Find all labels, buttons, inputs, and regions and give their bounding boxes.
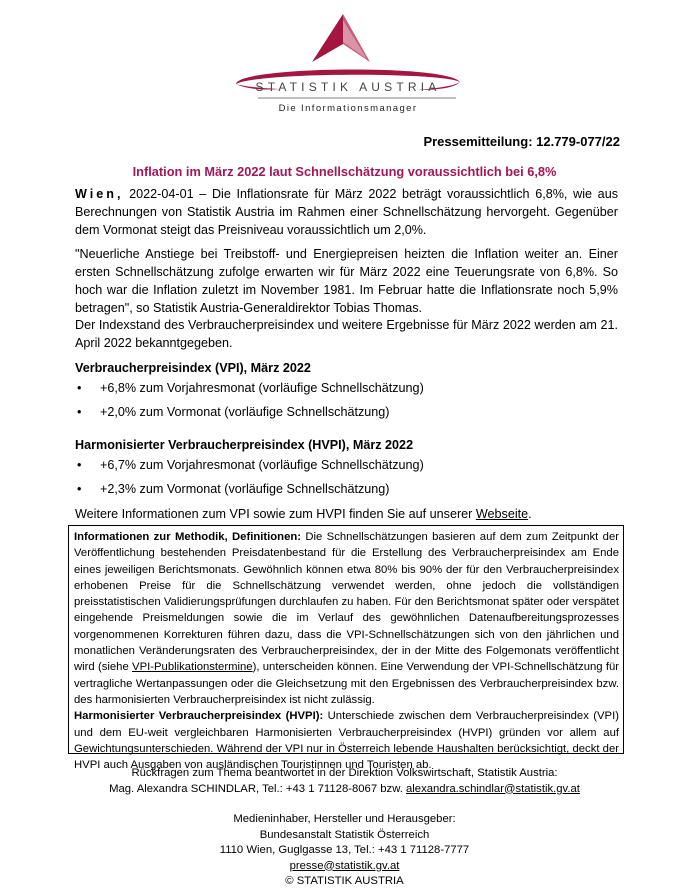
press-release-number: Pressemitteilung: 12.779-077/22 (423, 134, 620, 149)
hvpi-list (75, 456, 618, 504)
more-info-paragraph: Weitere Informationen zum VPI sowie zum HVPI finden Sie auf unserer Webseite. (75, 507, 532, 521)
methodology-title: Informationen zur Methodik, Definitionen: (74, 531, 302, 543)
logo-triangle-left (312, 14, 343, 62)
statistik-austria-logo (228, 6, 468, 116)
contact-block (0, 766, 689, 797)
imprint-line-3: 1110 Wien, Guglgasse 13, Tel.: +43 1 71128-7777 (219, 844, 470, 856)
press-email-link[interactable]: presse@statistik.gv.at (289, 859, 400, 872)
contact-email-link[interactable]: alexandra.schindlar@statistik.gv.at (406, 782, 580, 795)
dateline-place: Wien, (75, 187, 124, 201)
contact-line-1: Rückfragen zum Thema beantwortet in der Direktion Volkswirtschaft, Statistik Austria: (131, 767, 558, 779)
intro-paragraph (75, 185, 618, 239)
vpi-title: Verbraucherpreisindex (VPI), März 2022 (75, 361, 311, 375)
vpi-publikationstermine-link[interactable]: VPI-Publikationstermine (132, 661, 253, 674)
methodology-box (68, 525, 624, 772)
headline: Inflation im März 2022 laut Schnellschätzung voraussichtlich bei 6,8% (132, 164, 557, 179)
hvpi-section (75, 436, 618, 504)
quote-text: "Neuerliche Anstiege bei Treibstoff- und Energiepreisen heizten die Inflation weiter an. Einer ersten Schnellschätzung zufolge erwarten wir für März 2022 eine Teuerungsrate von 6,8%. So hoch war die Inflation zuletzt im November 1981. Im Februar hatte die Inflationsrate noch 5,9% betragen", so Statistik Austria-Generaldirektor Tobias Thomas. (75, 247, 618, 315)
hvpi-definition-title: Harmonisierter Verbraucherpreisindex (HVPI): (74, 710, 324, 723)
vpi-section (75, 359, 618, 427)
list-item: • +6,8% zum Vorjahresmonat (vorläufige Schnellschätzung) (77, 381, 424, 395)
imprint-block (0, 812, 689, 890)
methodology-paragraph: Informationen zur Methodik, Definitionen: Die Schnellschätzungen basieren auf dem zum Zeitpunkt der Veröffentlichung bestehenden Preisdatenbestand für die Erstellung des Verbraucherpreisindex am Ende eines jeweiligen Berichtsmonats. Gewöhnlich können etwa 80% bis 90% der für den Verbraucherpreisindex erhobenen Preise für die Schnellschätzung verwendet werden, ohne jedoch die vollständigen preisstatistischen Validierungsprüfungen durchlaufen zu haben. Für den Berichtsmonat später oder verspätet eingehende Preismeldungen sowie die im Verlauf des gewöhnlichen Datenaufbereitungsprozesses vorgenommenen Korrekturen führen dazu, dass die VPI-Schnellschätzungen sich von den jährlichen und monatlichen Veränderungsraten des Verbraucherpreisindex, der in der Mitte des Folgemonats veröffentlicht wird (siehe VPI-Publikationstermine), unterscheiden können. Eine Verwendung der VPI-Schnellschätzung für vertragliche Wertanpassungen oder die Gleichsetzung mit den Ergebnissen des Verbraucherpreisindex bzw. des harmonisierten Verbraucherpreisindex ist nicht zulässig. (74, 531, 619, 706)
quote-paragraph (75, 245, 618, 317)
logo-brand-text: STATISTIK AUSTRIA (255, 80, 441, 94)
imprint-line-2: Bundesanstalt Statistik Österreich (259, 828, 430, 841)
hvpi-title: Harmonisierter Verbraucherpreisindex (HVPI), März 2022 (75, 438, 414, 452)
imprint-line-1: Medieninhaber, Hersteller und Herausgeber: (233, 813, 456, 825)
index-note-paragraph (75, 316, 618, 352)
bullet-icon: • (77, 381, 82, 395)
bullet-icon: • (77, 405, 82, 419)
bullet-icon: • (77, 482, 82, 496)
vpi-list (75, 379, 618, 427)
bullet-icon: • (77, 458, 82, 472)
intro-text: 2022-04-01 – Die Inflationsrate für März 2022 beträgt voraussichtlich 6,8%, wie aus Berechnungen von Statistik Austria im Rahmen einer Schnellschätzung hervorgeht. Gegenüber dem Vormonat steigt das Preisniveau voraussichtlich um 2,0%. (75, 187, 618, 237)
index-note-text: Der Indexstand des Verbraucherpreisindex und weitere Ergebnisse für März 2022 werden am 21. April 2022 bekanntgegeben. (75, 318, 618, 350)
list-item: • +6,7% zum Vorjahresmonat (vorläufige Schnellschätzung) (77, 458, 424, 472)
contact-line-2: Mag. Alexandra SCHINDLAR, Tel.: +43 1 71128-8067 bzw. alexandra.schindlar@statistik.gv.at (109, 782, 580, 795)
list-item: • +2,3% zum Vormonat (vorläufige Schnellschätzung) (77, 482, 390, 496)
logo-tagline: Die Informationsmanager (278, 103, 418, 114)
list-item: • +2,0% zum Vormonat (vorläufige Schnellschätzung) (77, 405, 390, 419)
logo-graphic (228, 6, 468, 116)
copyright: © STATISTIK AUSTRIA (285, 875, 404, 887)
hvpi-definition-paragraph: Harmonisierter Verbraucherpreisindex (HVPI): Unterschiede zwischen dem Verbraucherpreisindex (VPI) und dem EU-weit vergleichbaren Harmonisierten Verbraucherpreisindex (HVPI) gründen vor allem auf Gewichtungsunterschieden. Während der VPI nur in Österreich lebende Haushalten berücksichtigt, deckt der HVPI auch Ausgaben von ausländischen Touristinnen und Touristen ab. (74, 710, 619, 772)
webseite-link[interactable]: Webseite (475, 507, 529, 521)
more-info-text: Weitere Informationen zum VPI sowie zum HVPI finden Sie auf unserer (75, 507, 476, 521)
